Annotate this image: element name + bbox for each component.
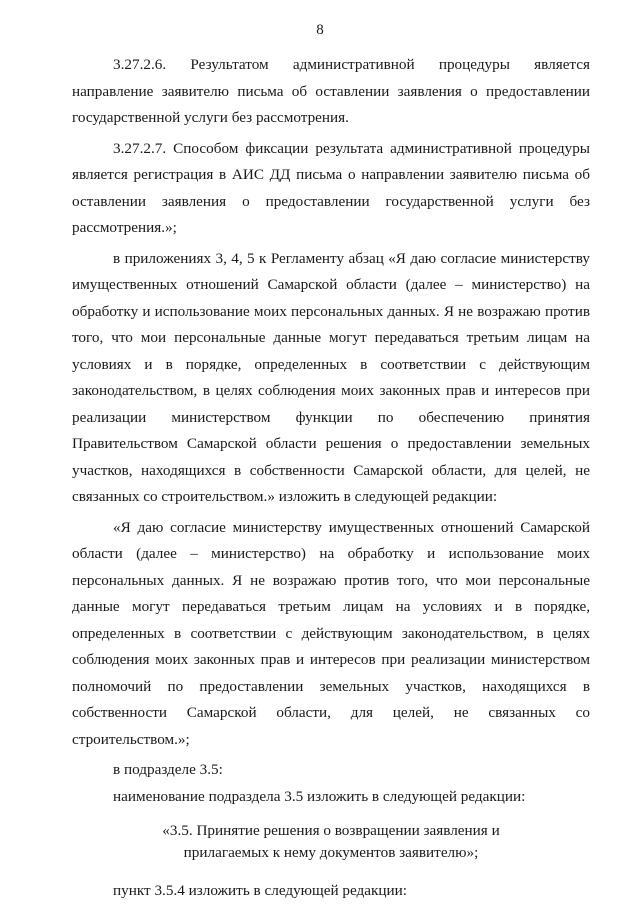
paragraph-point-3-5-4: пункт 3.5.4 изложить в следующей редакции: — [113, 882, 407, 899]
page-number: 8 — [316, 22, 324, 38]
paragraph-subsection-title-change: наименование подраздела 3.5 изложить в следующей редакции: — [113, 787, 526, 805]
centered-heading — [72, 820, 590, 864]
document-body — [72, 52, 590, 905]
paragraph-3-27-2-7: 3.27.2.7. Способом фиксации результата административной процедуры является регистрация в АИС ДД письма о направлении заявителю письма об оставлении заявления о предоставлении государственной услуги без рассмотрения.»; — [72, 139, 590, 236]
paragraph-3-27-2-6: 3.27.2.6. Результатом административной процедуры является направление заявителю письма об оставлении заявления о предоставлении государственной услуги без рассмотрения. — [72, 56, 590, 126]
centered-heading-line-2: прилагаемых к нему документов заявителю»; — [183, 844, 479, 861]
centered-heading-line-1: «3.5. Принятие решения о возвращении заявления и — [162, 822, 500, 839]
paragraph-appendices-consent: в приложениях 3, 4, 5 к Регламенту абзац «Я даю согласие министерству имущественных отношений Самарской области (далее – министерство) на обработку и использование моих персональных данных. Я не возражаю против того, что мои персональные данные могут передаваться третьим лицам на условиях и в порядке, определенных в соответствии с действующим законодательством, в целях соблюдения моих законных прав и интересов при реализации министерством функции по обеспечению принятия Правительством Самарской области решения о предоставлении земельных участков, находящихся в собственности Самарской области, для целей, не связанных со строительством.» изложить в следующей редакции: — [72, 249, 590, 505]
paragraph-new-consent-text: «Я даю согласие министерству имущественных отношений Самарской области (далее – министерство) на обработку и использование моих персональных данных. Я не возражаю против того, что мои персональные данные могут передаваться третьим лицам на условиях и в порядке, определенных в соответствии с действующим законодательством, в целях соблюдения моих законных прав и интересов при реализации министерством полномочий по предоставлении земельных участков, находящихся в собственности Самарской области, для целей, не связанных со строительством.»; — [72, 518, 590, 748]
paragraph-subsection-3-5: в подразделе 3.5: — [113, 761, 223, 778]
